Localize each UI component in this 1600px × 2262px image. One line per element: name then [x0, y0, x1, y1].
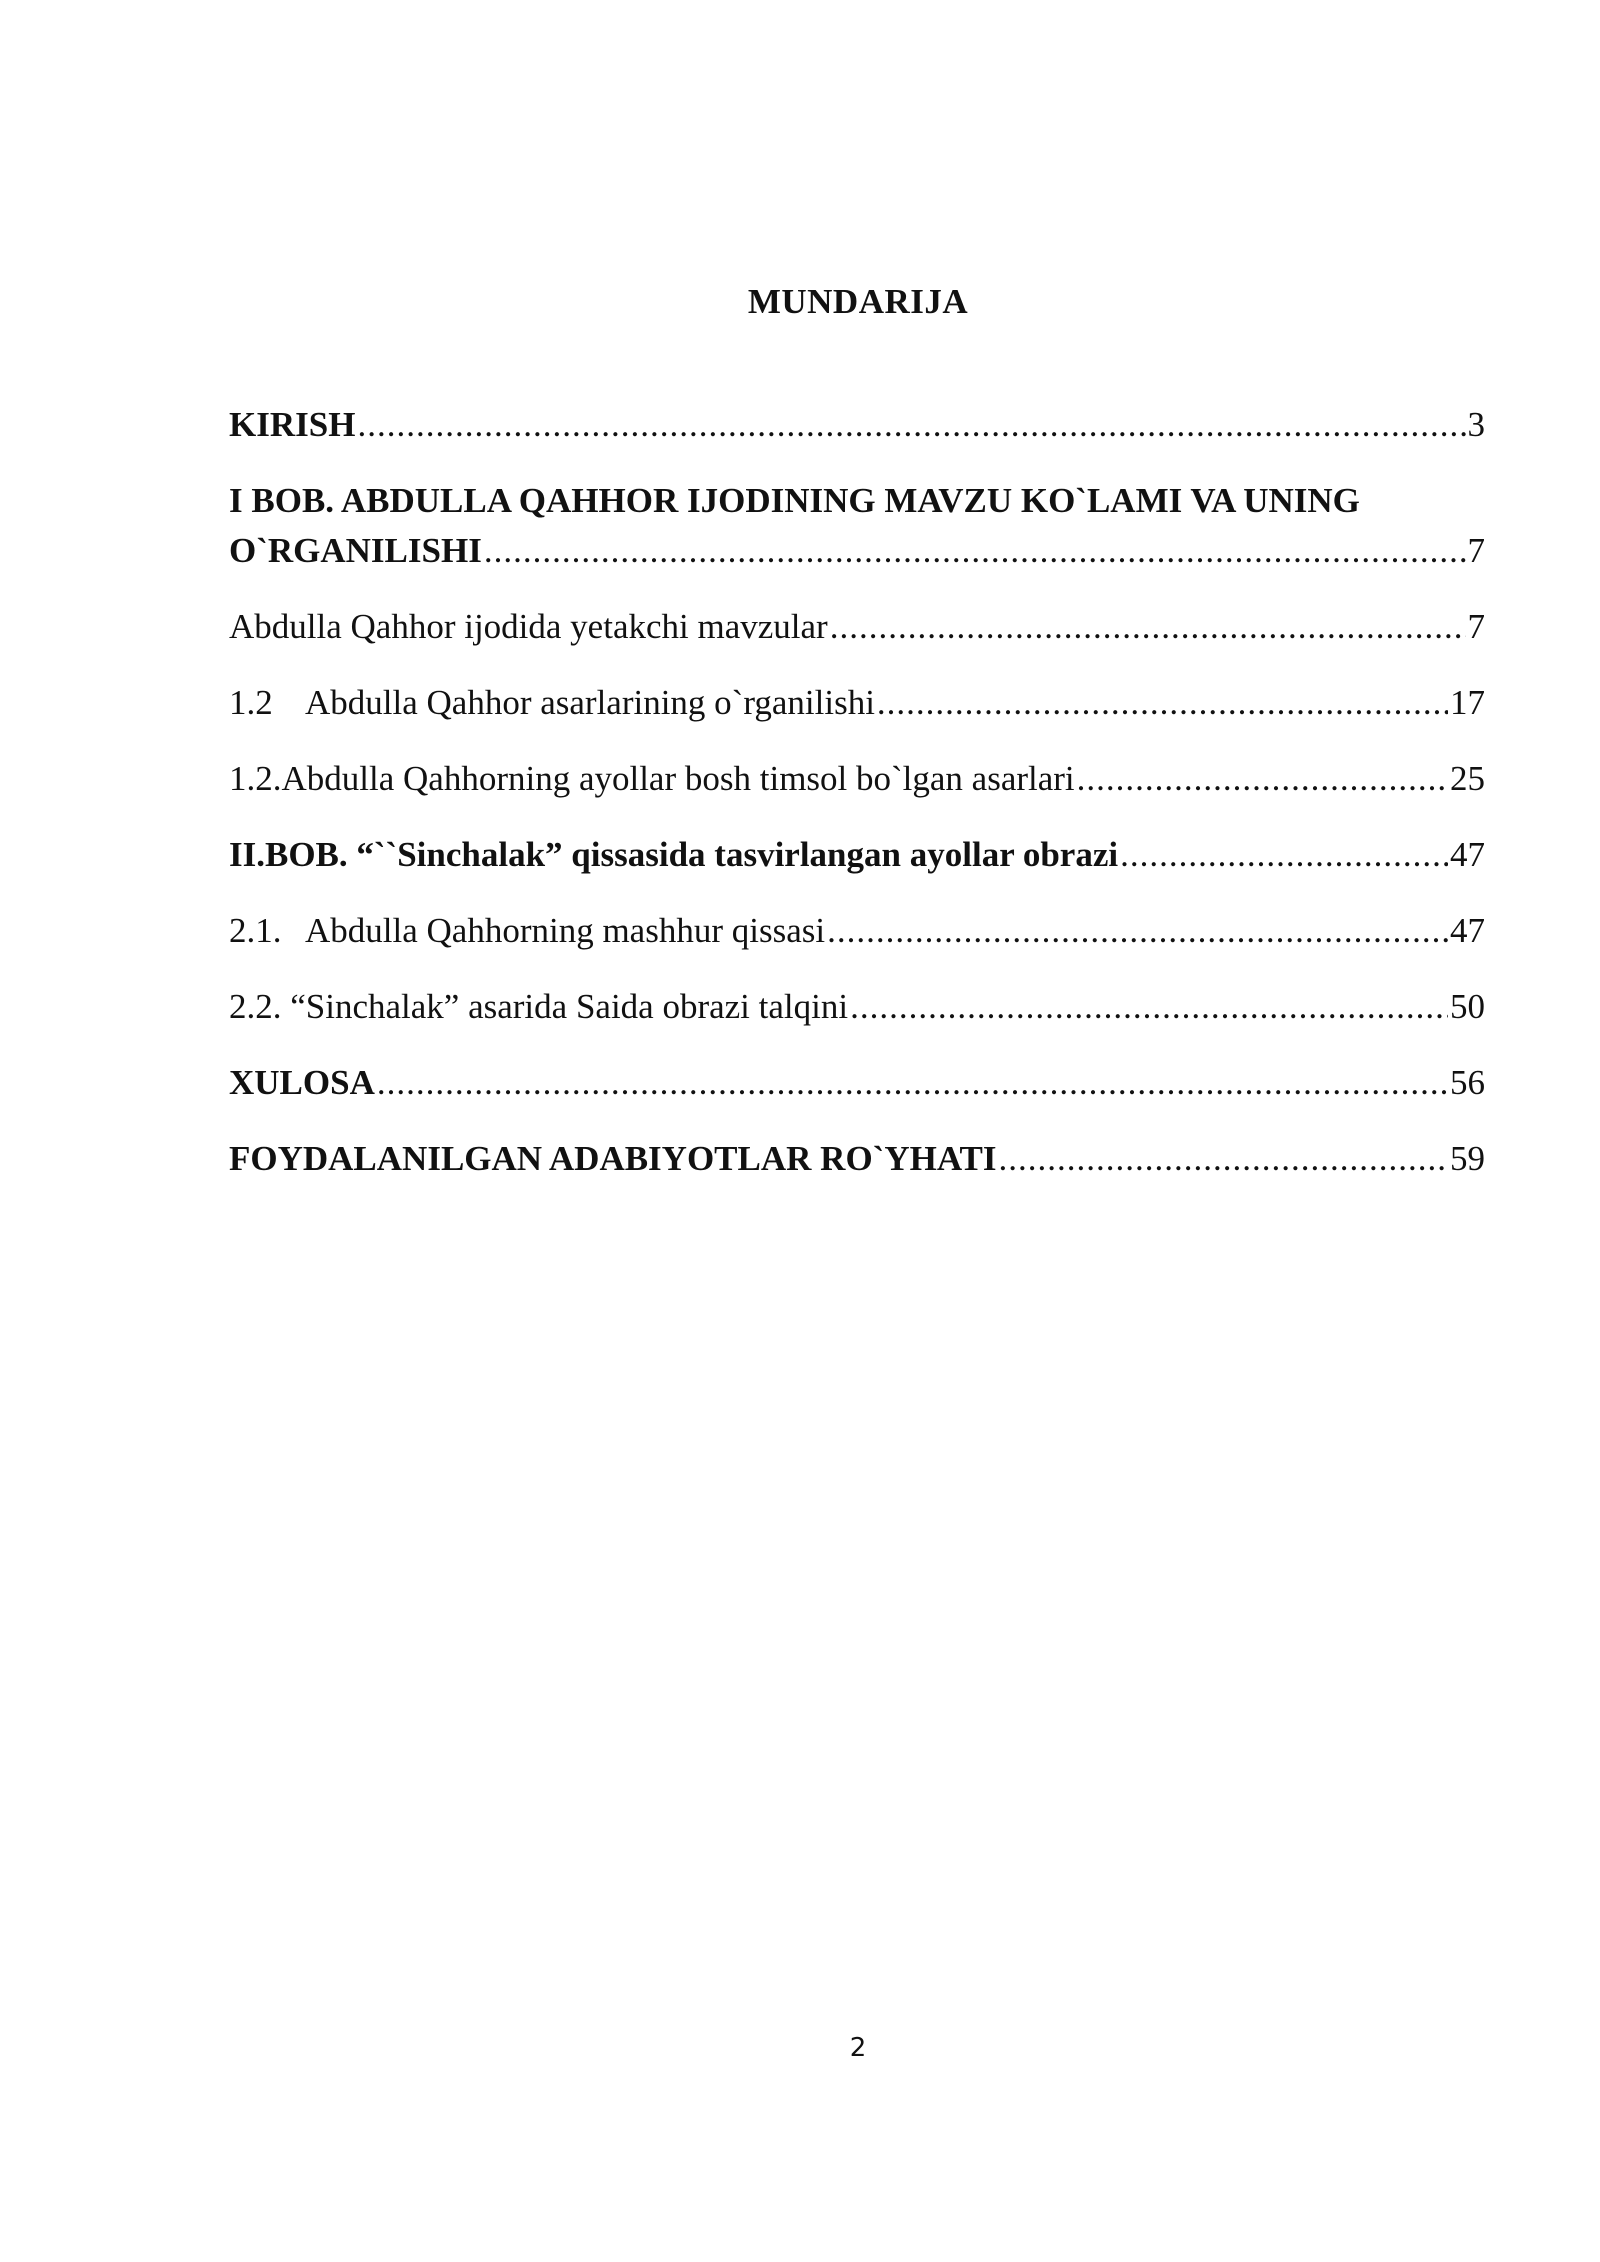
dot-leader [850, 982, 1448, 1032]
toc-page-number: 17 [1450, 683, 1485, 722]
toc-page-number: 7 [1467, 531, 1485, 570]
toc-entry-2-2[interactable] [229, 982, 1485, 1032]
toc-entry-bob2[interactable] [229, 830, 1485, 880]
toc-entry-mavzular[interactable] [229, 602, 1485, 652]
toc-page-number: 7 [1467, 607, 1485, 646]
toc-label: 2.2. “Sinchalak” asarida Saida obrazi talqini [229, 987, 849, 1026]
toc-entry-2-1[interactable] [229, 906, 1485, 956]
dot-leader [1120, 830, 1448, 880]
toc-label: 1.2.Abdulla Qahhorning ayollar bosh timsol bo`lgan asarlari [229, 759, 1075, 798]
dot-leader [484, 526, 1466, 576]
footer-page-number: 2 [849, 2033, 867, 2063]
toc-label: Abdulla Qahhorning mashhur qissasi [305, 911, 826, 950]
toc-page-number: 56 [1450, 1063, 1485, 1102]
dot-leader [830, 602, 1466, 652]
toc-label: Abdulla Qahhor ijodida yetakchi mavzular [229, 607, 828, 646]
toc-page-number: 3 [1467, 405, 1485, 444]
dot-leader [357, 400, 1465, 450]
toc-label: Abdulla Qahhor asarlarining o`rganilishi [305, 683, 875, 722]
toc-entry-1-2-ayollar[interactable] [229, 754, 1485, 804]
toc-label: XULOSA [229, 1063, 375, 1102]
dot-leader [877, 678, 1448, 728]
toc-label: II.BOB. “``Sinchalak” qissasida tasvirlangan ayollar obrazi [229, 835, 1119, 874]
toc-page-number: 50 [1450, 987, 1485, 1026]
toc-page-number: 25 [1450, 759, 1485, 798]
dot-leader [377, 1058, 1448, 1108]
toc-label-line2: O`RGANILISHI [229, 531, 482, 570]
dot-leader [1077, 754, 1448, 804]
dot-leader [827, 906, 1448, 956]
toc-page-number: 47 [1450, 835, 1485, 874]
toc-label: FOYDALANILGAN ADABIYOTLAR RO`YHATI [229, 1139, 997, 1178]
toc-page-number: 47 [1450, 911, 1485, 950]
dot-leader [998, 1134, 1448, 1184]
toc-page-number: 59 [1450, 1139, 1485, 1178]
toc-entry-kirish[interactable] [229, 400, 1485, 450]
toc-entry-xulosa[interactable] [229, 1058, 1485, 1108]
toc-label: KIRISH [229, 405, 356, 444]
toc-label-line1: I BOB. ABDULLA QAHHOR IJODINING MAVZU KO`LAMI VA UNING [229, 481, 1360, 520]
toc-section-number: 1.2 [229, 683, 273, 722]
toc-entry-bob1[interactable] [229, 476, 1485, 576]
toc-section-number: 2.1. [229, 911, 282, 950]
toc-entry-1-2-organilishi[interactable] [229, 678, 1485, 728]
page-title: MUNDARIJA [747, 282, 969, 321]
toc-entry-adabiyotlar[interactable] [229, 1134, 1485, 1184]
